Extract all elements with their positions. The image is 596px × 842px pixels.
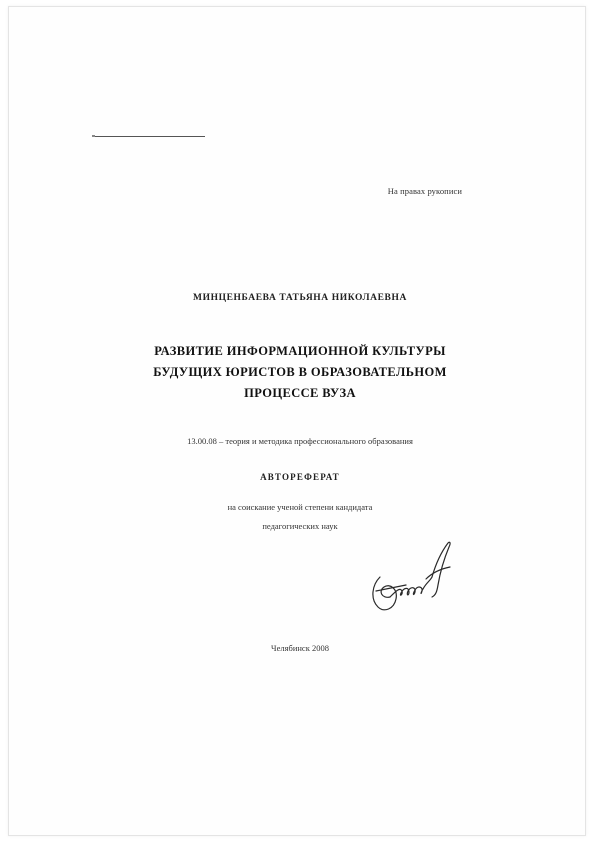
title-line-3: ПРОЦЕССЕ ВУЗА (244, 386, 356, 400)
city-year: Челябинск 2008 (271, 643, 329, 653)
title-line-2: БУДУЩИХ ЮРИСТОВ В ОБРАЗОВАТЕЛЬНОМ (153, 365, 447, 379)
degree-line-1: на соискание ученой степени кандидата (227, 502, 373, 512)
document-page (8, 6, 586, 836)
author-name: МИНЦЕНБАЕВА ТАТЬЯНА НИКОЛАЕВНА (193, 293, 407, 303)
rights-note: На правах рукописи (387, 186, 462, 196)
header-rule (95, 136, 205, 137)
specialty-code: 13.00.08 – теория и методика профессионального образования (187, 436, 413, 446)
degree-line-2: педагогических наук (262, 521, 338, 531)
title-line-1: РАЗВИТИЕ ИНФОРМАЦИОННОЙ КУЛЬТУРЫ (154, 344, 446, 358)
handwritten-signature (366, 533, 456, 615)
document-type: АВТОРЕФЕРАТ (260, 472, 340, 482)
